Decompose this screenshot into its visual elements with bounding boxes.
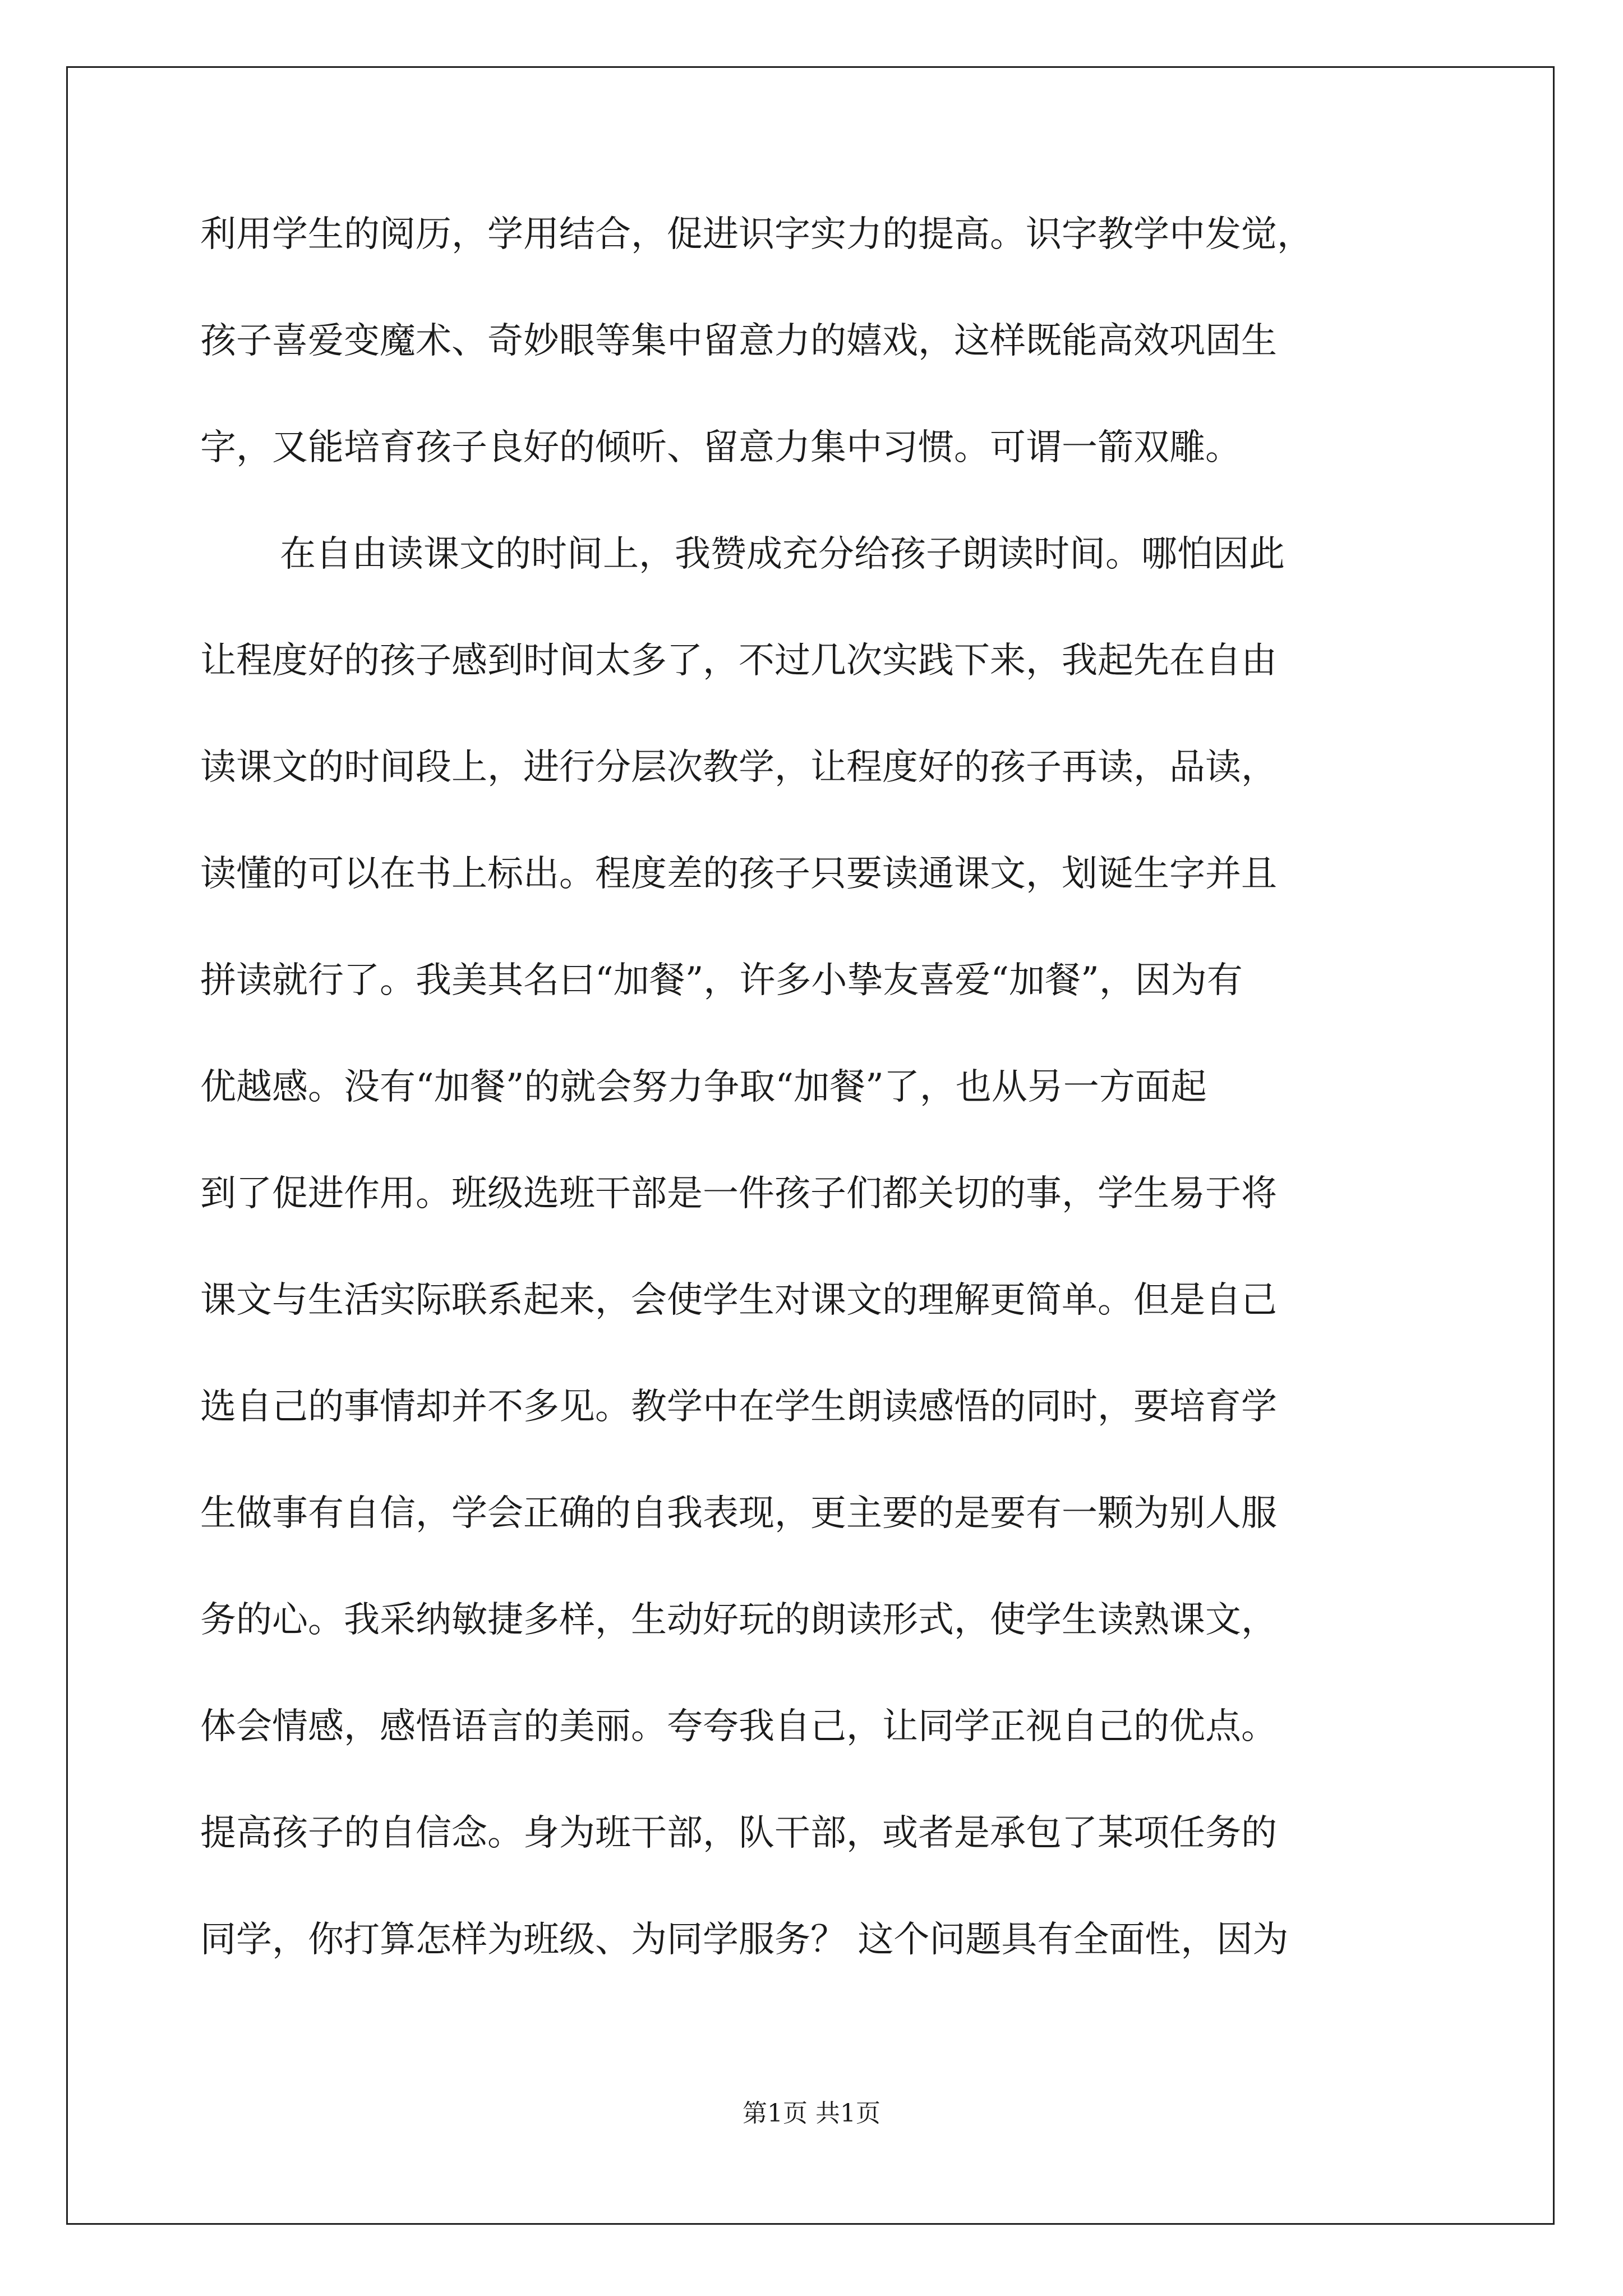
text-line: 选自己的事情却并不多见。教学中在学生朗读感悟的同时，要培育学 xyxy=(200,1386,1277,1428)
text-line: 拼读就行了。我美其名曰“加餐”，许多小挚友喜爱“加餐”，因为有 xyxy=(200,960,1243,1001)
text-line: 孩子喜爱变魔术、奇妙眼等集中留意力的嬉戏，这样既能高效巩固生 xyxy=(200,320,1277,362)
text-line: 利用学生的阅历，学用结合，促进识字实力的提高。识字教学中发觉， xyxy=(200,214,1313,255)
text-line: 优越感。没有“加餐”的就会努力争取“加餐”了，也从另一方面起 xyxy=(200,1066,1207,1108)
text-line: 同学，你打算怎样为班级、为同学服务？ 这个问题具有全面性，因为 xyxy=(200,1919,1289,1961)
text-line: 到了促进作用。班级选班干部是一件孩子们都关切的事，学生易于将 xyxy=(200,1173,1277,1214)
page-footer: 第1页 共1页 xyxy=(743,2099,880,2128)
text-line: 生做事有自信，学会正确的自我表现，更主要的是要有一颗为别人服 xyxy=(200,1493,1277,1534)
text-line: 读课文的时间段上，进行分层次教学，让程度好的孩子再读，品读， xyxy=(200,747,1277,788)
text-line: 课文与生活实际联系起来，会使学生对课文的理解更简单。但是自己 xyxy=(200,1280,1277,1321)
text-line: 务的心。我采纳敏捷多样，生动好玩的朗读形式，使学生读熟课文， xyxy=(200,1599,1277,1641)
page-border xyxy=(66,66,1555,2225)
text-line: 让程度好的孩子感到时间太多了，不过几次实践下来，我起先在自由 xyxy=(200,640,1277,682)
text-line: 提高孩子的自信念。身为班干部，队干部，或者是承包了某项任务的 xyxy=(200,1812,1277,1854)
text-line: 体会情感，感悟语言的美丽。夸夸我自己，让同学正视自己的优点。 xyxy=(200,1706,1277,1747)
paragraph-start-line: 在自由读课文的时间上，我赞成充分给孩子朗读时间。哪怕因此 xyxy=(280,533,1285,575)
text-line: 字，又能培育孩子良好的倾听、留意力集中习惯。可谓一箭双雕。 xyxy=(200,427,1241,468)
text-line: 读懂的可以在书上标出。程度差的孩子只要读通课文，划诞生字并且 xyxy=(200,853,1277,895)
